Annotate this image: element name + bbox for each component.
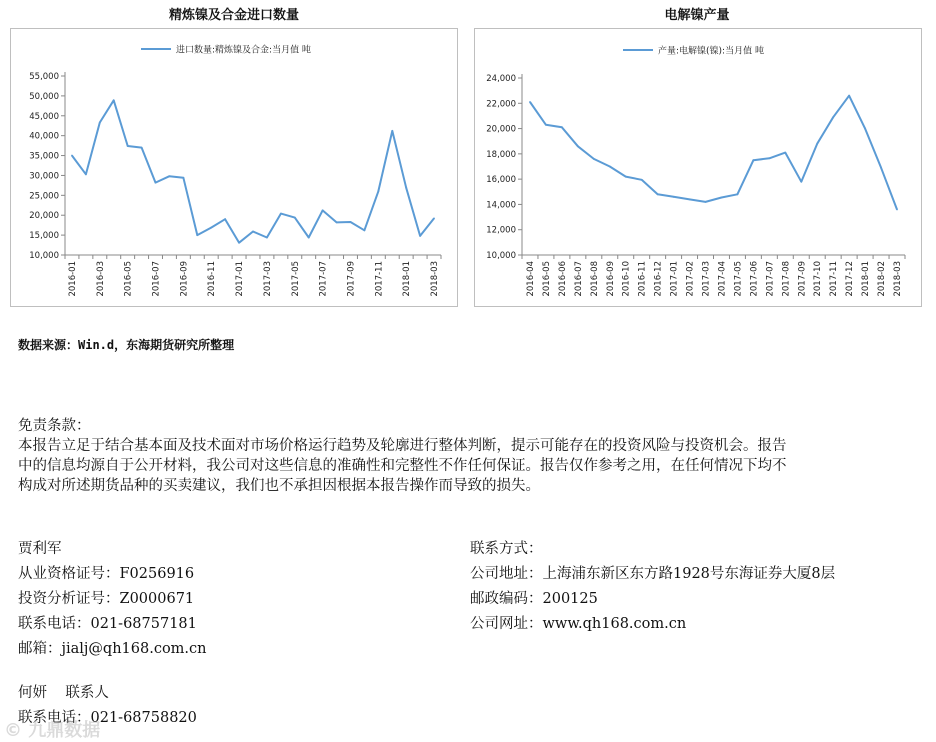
chart2-xtick-label: 2016-09 bbox=[605, 261, 616, 297]
chart1-data-point bbox=[85, 173, 87, 175]
analyst-email: 邮箱：jialj@qh168.com.cn bbox=[18, 641, 207, 657]
chart1-xtick-label: 2017-01 bbox=[235, 261, 246, 297]
chart1-title: 精炼镍及合金进口数量 bbox=[168, 8, 299, 23]
chart2-svg bbox=[475, 29, 921, 306]
chart2-ytick-label: 14,000 bbox=[486, 200, 516, 211]
chart2-xtick-label: 2017-03 bbox=[701, 261, 712, 297]
chart1-xtick-label: 2017-09 bbox=[346, 261, 357, 297]
company-postcode: 邮政编码：200125 bbox=[470, 591, 598, 607]
chart2-data-point bbox=[657, 193, 659, 195]
chart2-xtick-label: 2017-10 bbox=[813, 261, 824, 297]
company-website[interactable]: 公司网址：www.qh168.com.cn bbox=[470, 616, 687, 632]
chart2-xtick-label: 2016-08 bbox=[589, 261, 600, 297]
chart1-xtick-label: 2016-01 bbox=[67, 261, 78, 297]
chart1-xtick-label: 2016-05 bbox=[123, 261, 134, 297]
analyst-block bbox=[18, 537, 207, 662]
chart1-data-point bbox=[182, 177, 184, 179]
chart1-ytick-label: 25,000 bbox=[29, 191, 59, 202]
chart1-data-point bbox=[266, 237, 268, 239]
chart1-ytick-label: 15,000 bbox=[29, 231, 59, 242]
disclaimer bbox=[18, 416, 918, 496]
chart2-xtick-label: 2018-01 bbox=[861, 261, 872, 297]
chart1-xtick-label: 2016-09 bbox=[179, 261, 190, 297]
chart2-xtick-label: 2017-05 bbox=[733, 261, 744, 297]
watermark-logo: © 九鼎数据 bbox=[4, 720, 101, 741]
chart2-data-point bbox=[752, 159, 754, 161]
chart1-data-point bbox=[141, 147, 143, 149]
chart2-ytick-label: 10,000 bbox=[486, 251, 516, 261]
chart2-xtick-label: 2016-07 bbox=[573, 261, 584, 297]
chart2-data-point bbox=[816, 143, 818, 145]
company-address: 公司地址：上海浦东新区东方路1928号东海证券大厦8层 bbox=[470, 566, 836, 582]
chart2-data-point bbox=[784, 152, 786, 154]
chart2-xtick-label: 2017-07 bbox=[765, 261, 776, 297]
chart2-xtick-label: 2017-12 bbox=[845, 261, 856, 297]
chart2-legend-label: 产量:电解镍(镍):当月值 吨 bbox=[658, 46, 764, 57]
chart2-data-point bbox=[705, 201, 707, 203]
chart2-data-point bbox=[609, 166, 611, 168]
chart2-ytick-label: 22,000 bbox=[486, 99, 516, 110]
contact-heading: 联系方式： bbox=[470, 541, 543, 557]
chart1-frame bbox=[10, 28, 458, 307]
chart2-xtick-label: 2016-12 bbox=[653, 261, 664, 297]
chart2-data-point bbox=[561, 126, 563, 128]
chart2-data-point bbox=[832, 116, 834, 118]
chart2-xtick-label: 2017-02 bbox=[685, 261, 696, 297]
chart1-data-point bbox=[155, 182, 157, 184]
chart2-xtick-label: 2018-02 bbox=[877, 261, 888, 297]
chart1-data-point bbox=[169, 175, 171, 177]
disclaimer-line: 构成对所述期货品种的买卖建议，我们也不承担因根据本报告操作而导致的损失。 bbox=[18, 478, 540, 494]
chart1-data-point bbox=[224, 218, 226, 220]
chart2-data-point bbox=[768, 157, 770, 159]
chart2-ytick-label: 18,000 bbox=[486, 149, 516, 160]
chart2-data-point bbox=[577, 145, 579, 147]
chart2-ytick-label: 20,000 bbox=[486, 124, 516, 135]
chart1-data-point bbox=[196, 234, 198, 236]
chart1-data-point bbox=[377, 190, 379, 192]
chart1-ytick-label: 35,000 bbox=[29, 151, 59, 162]
analyst-phone: 联系电话：021-68757181 bbox=[18, 616, 197, 632]
chart2-xtick-label: 2016-11 bbox=[637, 261, 648, 297]
chart1-ytick-label: 50,000 bbox=[29, 91, 59, 102]
chart2-data-point bbox=[800, 181, 802, 183]
chart2-frame bbox=[474, 28, 922, 307]
chart1-series-line bbox=[72, 100, 434, 242]
chart2-data-point bbox=[689, 198, 691, 200]
chart1-ytick-label: 40,000 bbox=[29, 131, 59, 142]
chart1-ytick-label: 55,000 bbox=[29, 72, 59, 82]
chart2-data-point bbox=[529, 101, 531, 103]
chart2-xtick-label: 2016-05 bbox=[541, 261, 552, 297]
chart1-ytick-label: 45,000 bbox=[29, 111, 59, 122]
chart1-data-point bbox=[433, 218, 435, 220]
chart1-xtick-label: 2016-03 bbox=[95, 261, 106, 297]
chart2-xtick-label: 2017-01 bbox=[669, 261, 680, 297]
chart2-xtick-label: 2016-06 bbox=[557, 261, 568, 297]
chart2-xtick-label: 2017-04 bbox=[717, 261, 728, 297]
chart1-xtick-label: 2018-01 bbox=[402, 261, 413, 297]
contact-person-phone: 联系电话：021-68758820 bbox=[18, 710, 197, 726]
chart1-data-point bbox=[364, 229, 366, 231]
chart1-data-point bbox=[71, 155, 73, 157]
chart1-data-point bbox=[99, 122, 101, 124]
chart2-data-point bbox=[625, 176, 627, 178]
chart2-series-line bbox=[530, 96, 897, 210]
chart1-data-point bbox=[322, 210, 324, 212]
chart1-legend-label: 进口数量:精炼镍及合金:当月值 吨 bbox=[176, 45, 311, 56]
chart2-xtick-label: 2018-03 bbox=[893, 261, 904, 297]
chart1-xtick-label: 2017-05 bbox=[290, 261, 301, 297]
chart1-xtick-label: 2017-11 bbox=[374, 261, 385, 297]
chart1-data-point bbox=[350, 221, 352, 223]
chart2-xtick-label: 2017-06 bbox=[749, 261, 760, 297]
disclaimer-heading: 免责条款： bbox=[18, 418, 91, 434]
chart1-data-point bbox=[127, 145, 129, 147]
chart1-ytick-label: 30,000 bbox=[29, 171, 59, 182]
chart1-ytick-label: 10,000 bbox=[29, 251, 59, 261]
chart1-data-point bbox=[308, 237, 310, 239]
chart1-data-point bbox=[238, 242, 240, 244]
chart2-data-point bbox=[673, 196, 675, 198]
chart2-xtick-label: 2016-10 bbox=[621, 261, 632, 297]
chart2-xtick-label: 2017-09 bbox=[797, 261, 808, 297]
analyst-qualification: 从业资格证号：F0256916 bbox=[18, 566, 195, 582]
chart2-data-point bbox=[896, 209, 898, 211]
company-contact-block bbox=[470, 537, 835, 637]
chart1-data-point bbox=[419, 235, 421, 237]
chart1-data-point bbox=[336, 221, 338, 223]
chart2-data-point bbox=[593, 158, 595, 160]
chart1-svg bbox=[11, 29, 457, 306]
chart1-data-point bbox=[113, 99, 115, 101]
contact-person-name: 何妍 联系人 bbox=[18, 685, 109, 701]
chart2-xtick-label: 2016-04 bbox=[525, 261, 536, 297]
chart2-data-point bbox=[641, 179, 643, 181]
chart1-xtick-label: 2017-03 bbox=[262, 261, 273, 297]
chart1-xtick-label: 2016-07 bbox=[151, 261, 162, 297]
chart2-title: 电解镍产量 bbox=[664, 8, 730, 23]
analyst-name: 贾利军 bbox=[18, 541, 62, 557]
analyst-investment-cert: 投资分析证号：Z0000671 bbox=[18, 591, 195, 607]
chart2-ytick-label: 16,000 bbox=[486, 175, 516, 186]
chart1-data-point bbox=[252, 231, 254, 233]
disclaimer-line: 本报告立足于结合基本面及技术面对市场价格运行趋势及轮廓进行整体判断，提示可能存在的投资风险与投资机会。报告 bbox=[18, 438, 787, 454]
chart2-data-point bbox=[848, 95, 850, 97]
chart2-data-point bbox=[737, 193, 739, 195]
chart2-xtick-label: 2017-08 bbox=[781, 261, 792, 297]
chart1-xtick-label: 2016-11 bbox=[207, 261, 218, 297]
chart1-ytick-label: 20,000 bbox=[29, 211, 59, 222]
chart2-data-point bbox=[864, 128, 866, 130]
chart2-xtick-label: 2017-11 bbox=[829, 261, 840, 297]
chart1-xtick-label: 2018-03 bbox=[430, 261, 441, 297]
chart1-xtick-label: 2017-07 bbox=[318, 261, 329, 297]
chart2-ytick-label: 24,000 bbox=[486, 74, 516, 84]
chart1-data-point bbox=[280, 213, 282, 215]
data-source-note: 数据来源：Win.d，东海期货研究所整理 bbox=[18, 338, 235, 352]
chart1-data-point bbox=[210, 227, 212, 229]
chart2-data-point bbox=[721, 197, 723, 199]
disclaimer-line: 中的信息均源自于公开材料，我公司对这些信息的准确性和完整性不作任何保证。报告仅作参考之用，在任何情况下均不 bbox=[18, 458, 787, 474]
chart1-data-point bbox=[405, 187, 407, 189]
chart1-data-point bbox=[391, 130, 393, 132]
chart2-data-point bbox=[880, 167, 882, 169]
chart1-data-point bbox=[294, 217, 296, 219]
chart2-data-point bbox=[545, 124, 547, 126]
chart2-ytick-label: 12,000 bbox=[486, 225, 516, 236]
